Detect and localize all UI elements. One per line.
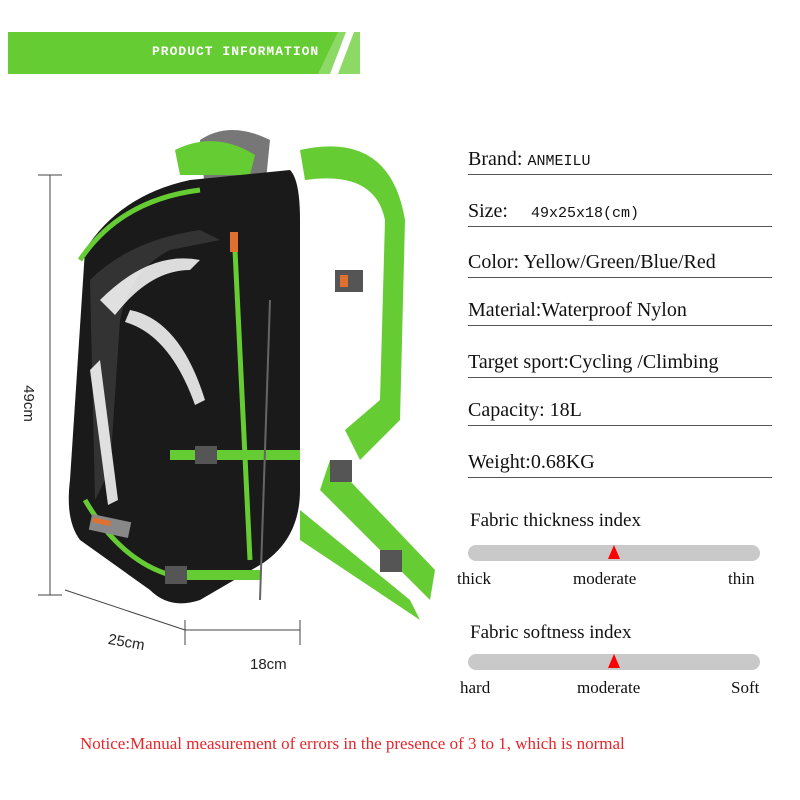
softness-index-title: Fabric softness index	[470, 622, 632, 643]
spec-capacity	[468, 399, 582, 422]
spec-underline	[468, 377, 772, 378]
measurement-notice: Notice:Manual measurement of errors in the presence of 3 to 1, which is normal	[80, 734, 625, 753]
spec-underline	[468, 277, 772, 278]
banner-title: PRODUCT INFORMATION	[152, 44, 320, 59]
spec-underline	[468, 477, 772, 478]
spec-brand-label: Brand:	[468, 148, 523, 170]
thickness-index-title: Fabric thickness index	[470, 510, 641, 531]
spec-size-label: Size:	[468, 200, 508, 222]
softness-marker-icon	[608, 654, 620, 668]
depth-dimension-label: 25cm	[106, 630, 146, 655]
thickness-middle-label: moderate	[573, 569, 637, 588]
backpack-image	[0, 100, 460, 700]
spec-brand	[468, 148, 590, 171]
thickness-right-label: thin	[728, 569, 755, 588]
height-dimension-line	[38, 175, 62, 595]
spec-capacity-text: Capacity: 18L	[468, 399, 582, 421]
width-dimension-label: 18cm	[250, 656, 287, 673]
spec-underline	[468, 174, 772, 175]
softness-left-label: hard	[460, 678, 491, 697]
thickness-marker-icon	[608, 545, 620, 559]
spec-size	[468, 200, 639, 223]
thickness-left-label: thick	[457, 569, 491, 588]
spec-underline	[468, 325, 772, 326]
spec-weight	[468, 451, 595, 474]
spec-weight-text: Weight:0.68KG	[468, 451, 595, 473]
softness-middle-label: moderate	[577, 678, 641, 697]
height-dimension-label: 49cm	[19, 385, 37, 422]
spec-underline	[468, 226, 772, 227]
width-dimension-line	[185, 620, 300, 645]
softness-right-label: Soft	[731, 678, 760, 697]
spec-color: Color: Yellow/Green/Blue/Red	[468, 251, 716, 274]
spec-underline	[468, 425, 772, 426]
spec-size-value: 49x25x18(cm)	[531, 205, 640, 222]
spec-material: Material:Waterproof Nylon	[468, 299, 687, 322]
spec-brand-value: ANMEILU	[527, 153, 591, 170]
spec-target-sport: Target sport:Cycling /Climbing	[468, 351, 718, 374]
